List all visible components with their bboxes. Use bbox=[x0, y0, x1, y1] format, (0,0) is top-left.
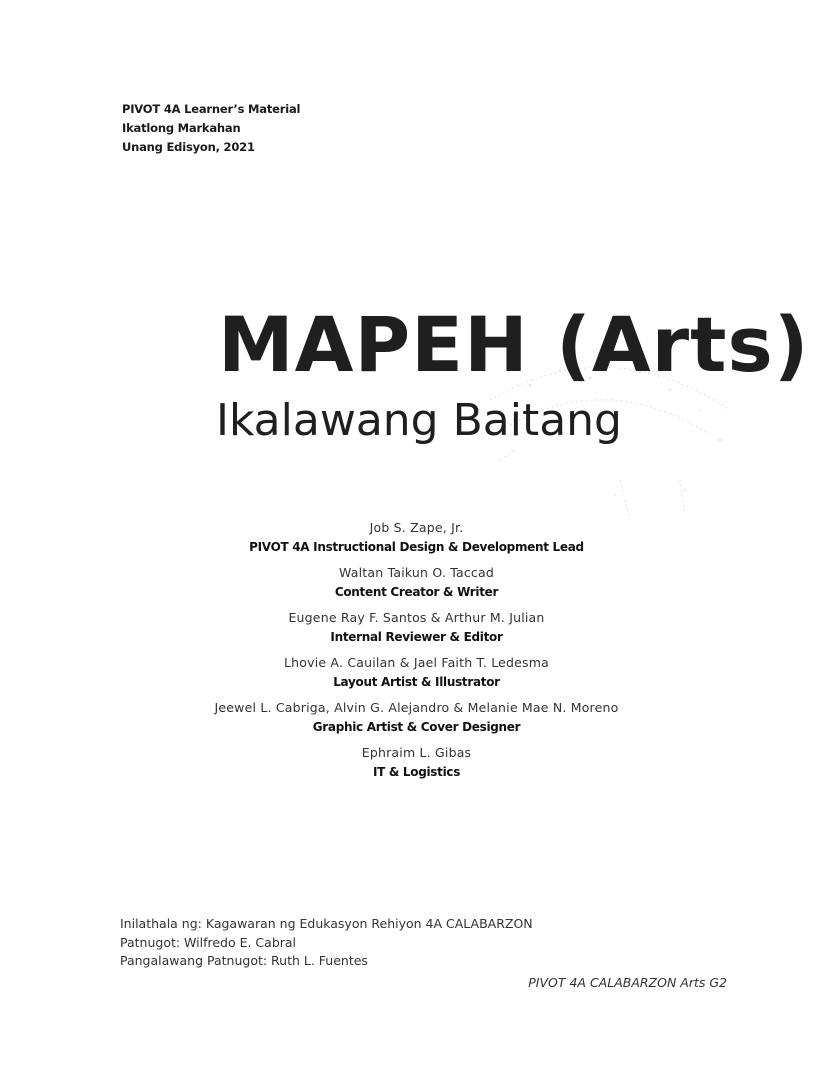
credit-role: IT & Logistics bbox=[372, 765, 461, 779]
footer-label: PIVOT 4A CALABARZON Arts G2 bbox=[528, 975, 727, 990]
credit-name: Jeewel L. Cabriga, Alvin G. Alejandro & Melanie Mae N. Moreno bbox=[214, 700, 619, 715]
director-line: Patnugot: Wilfredo E. Cabral bbox=[120, 934, 297, 950]
assistant-director-line: Pangalawang Patnugot: Ruth L. Fuentes bbox=[120, 953, 368, 968]
material-label: PIVOT 4A Learner’s Material bbox=[122, 102, 301, 116]
credit-entry bbox=[0, 698, 825, 737]
edition-label: Unang Edisyon, 2021 bbox=[122, 140, 255, 154]
credit-entry bbox=[0, 608, 825, 647]
quarter-label: Ikatlong Markahan bbox=[122, 121, 241, 135]
page-title: MAPEH (Arts) bbox=[218, 300, 810, 389]
credit-name: Eugene Ray F. Santos & Arthur M. Julian bbox=[288, 610, 545, 625]
credit-name: Waltan Taikun O. Taccad bbox=[339, 565, 494, 580]
credit-role: Content Creator & Writer bbox=[334, 585, 499, 599]
credit-entry bbox=[0, 518, 825, 557]
credits-list bbox=[0, 518, 825, 788]
credit-entry bbox=[0, 653, 825, 692]
credit-role: Internal Reviewer & Editor bbox=[330, 630, 503, 644]
credit-entry bbox=[0, 743, 825, 782]
credit-entry bbox=[0, 563, 825, 602]
credit-role: Graphic Artist & Cover Designer bbox=[312, 720, 521, 734]
credit-role: Layout Artist & Illustrator bbox=[333, 675, 500, 689]
grade-subtitle: Ikalawang Baitang bbox=[216, 395, 622, 446]
edition-info bbox=[122, 100, 300, 157]
publisher-line: Inilathala ng: Kagawaran ng Edukasyon Rehiyon 4A CALABARZON bbox=[120, 916, 533, 931]
credit-role: PIVOT 4A Instructional Design & Development Lead bbox=[249, 540, 584, 554]
publisher-info bbox=[120, 915, 533, 971]
credit-name: Job S. Zape, Jr. bbox=[369, 520, 464, 535]
credit-name: Lhovie A. Cauilan & Jael Faith T. Ledesma bbox=[283, 655, 550, 670]
credit-name: Ephraim L. Gibas bbox=[361, 745, 472, 760]
